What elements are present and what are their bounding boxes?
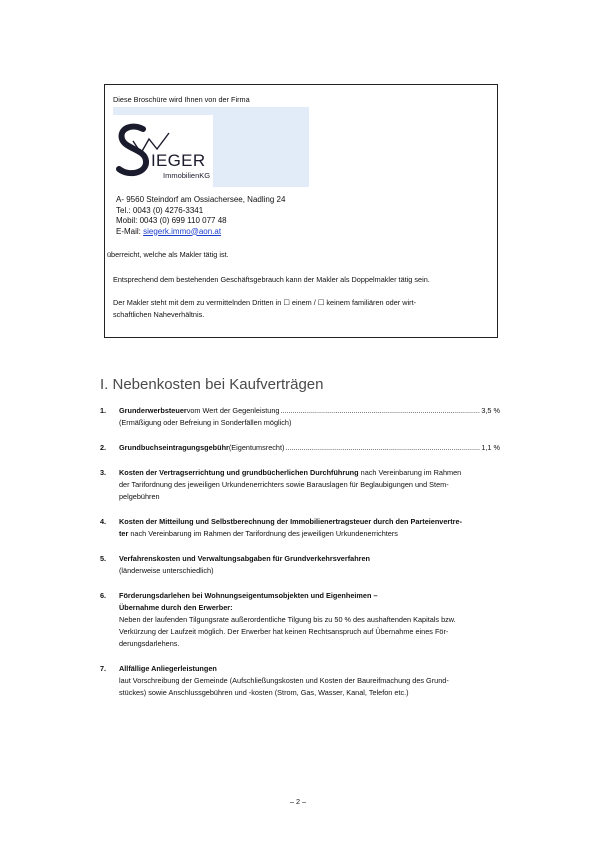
broker-info-box <box>104 84 498 338</box>
item-text: (Ermäßigung oder Befreiung in Sonderfällen möglich) <box>119 418 292 427</box>
item-value: 3,5 % <box>481 406 500 415</box>
item-number: 1. <box>100 406 107 415</box>
page-number: – 2 – <box>289 797 307 806</box>
item-text: laut Vorschreibung der Gemeinde (Aufschließungskosten und Kosten der Baureifmachung des Grund- <box>119 676 449 685</box>
handed-over-text: überreicht, welche als Makler tätig ist. <box>107 250 229 259</box>
item-title: Kosten der Mitteilung und Selbstberechnung der Immobilienertragsteuer durch den Parteienvertre- <box>119 517 463 526</box>
email-label: E-Mail: <box>116 226 144 236</box>
cost-list <box>100 405 500 712</box>
item-number: 7. <box>100 664 107 673</box>
relationship-line-1: Der Makler steht mit dem zu vermittelnden Dritten in ☐ einem / ☐ keinem familiären oder wirt- <box>113 298 417 307</box>
box-intro-text: Diese Broschüre wird Ihnen von der Firma <box>113 95 250 104</box>
list-item <box>100 516 500 540</box>
contact-email-row <box>116 227 285 238</box>
item-number: 2. <box>100 443 107 452</box>
leader-dots <box>285 442 480 454</box>
item-title: Verfahrenskosten und Verwaltungsabgaben für Grundverkehrsverfahren <box>119 554 371 563</box>
item-text: Neben der laufenden Tilgungsrate außerordentliche Tilgung bis zu 50 % des aushaftenden Kapitals bzw. <box>119 615 456 624</box>
company-logo <box>113 115 213 187</box>
item-text: (länderweise unterschiedlich) <box>119 566 214 575</box>
list-item <box>100 590 500 650</box>
contact-mobile: Mobil: 0043 (0) 699 110 077 48 <box>116 216 227 225</box>
item-text: (Eigentumsrecht) <box>228 443 285 452</box>
list-item <box>100 405 500 429</box>
item-number: 5. <box>100 554 107 563</box>
item-value: 1,1 % <box>481 443 500 452</box>
logo-brand-text: IEGER <box>151 151 206 170</box>
item-title: Grundbuchseintragungsgebühr <box>119 443 229 452</box>
contact-tel: Tel.: 0043 (0) 4276-3341 <box>116 205 204 215</box>
relationship-line-2: schaftlichen Naheverhältnis. <box>113 310 205 319</box>
email-link[interactable]: siegerk.immo@aon.at <box>143 226 222 236</box>
item-title: Übernahme durch den Erwerber: <box>119 603 233 612</box>
item-text: stückes) sowie Anschlussgebühren und -kosten (Strom, Gas, Wasser, Kanal, Telefon etc.) <box>119 688 409 697</box>
item-number: 4. <box>100 517 107 526</box>
contact-address: A- 9560 Steindorf am Ossiachersee, Nadling 24 <box>116 195 286 204</box>
item-text: Verkürzung der Laufzeit möglich. Der Erwerber hat keinen Rechtsanspruch auf Übernahme eines För- <box>119 627 449 636</box>
relationship-text <box>113 297 488 321</box>
logo-panel <box>113 107 309 187</box>
list-item <box>100 467 500 503</box>
list-item <box>100 553 500 577</box>
item-text: pelgebühren <box>119 492 160 501</box>
item-title: Förderungsdarlehen bei Wohnungseigentumsobjekten und Eigenheimen – <box>119 591 378 600</box>
item-text: nach Vereinbarung im Rahmen <box>358 468 462 477</box>
item-number: 3. <box>100 468 107 477</box>
item-title: Kosten der Vertragserrichtung und grundbücherlichen Durchführung <box>119 468 359 477</box>
logo-subtitle: ImmobilienKG <box>163 171 211 180</box>
item-title: Allfällige Anliegerleistungen <box>119 664 217 673</box>
item-text: nach Vereinbarung im Rahmen der Tarifordnung des jeweiligen Urkundenerrichters <box>128 529 398 538</box>
leader-dots <box>280 405 480 417</box>
section-heading: I. Nebenkosten bei Kaufverträgen <box>100 376 324 393</box>
list-item <box>100 663 500 699</box>
item-text: derungsdarlehens. <box>119 639 180 648</box>
item-text: vom Wert der Gegenleistung <box>186 406 280 415</box>
item-title: Grunderwerbsteuer <box>119 406 187 415</box>
double-broker-text: Entsprechend dem bestehenden Geschäftsgebrauch kann der Makler als Doppelmakler tätig sein. <box>113 275 430 284</box>
contact-block <box>116 195 285 237</box>
item-title: ter <box>119 529 129 538</box>
item-text: der Tarifordnung des jeweiligen Urkundenerrichters sowie Barauslagen für Beglaubigungen und Stem- <box>119 480 449 489</box>
list-item <box>100 442 500 454</box>
item-number: 6. <box>100 591 107 600</box>
